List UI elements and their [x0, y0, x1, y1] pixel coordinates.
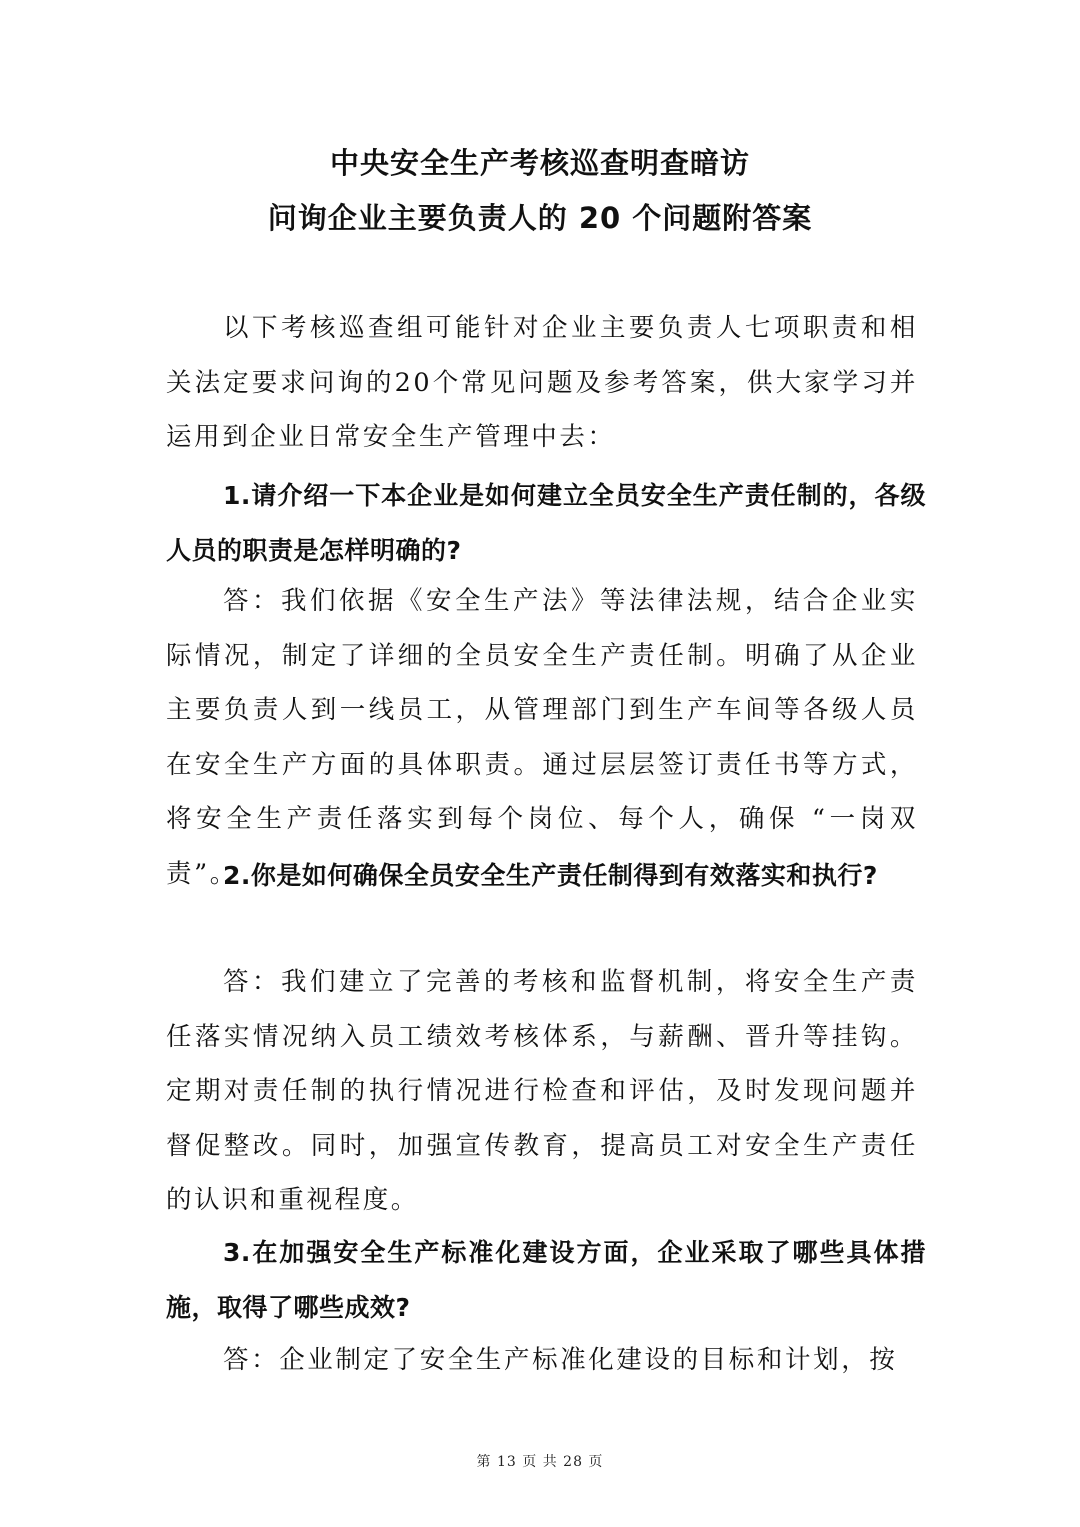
answer-1: 答：我们依据《安全生产法》等法律法规，结合企业实际情况，制定了详细的全员安全生产责任制。明确了从企业主要负责人到一线员工，从管理部门到生产车间等各级人员在安全生产方面的具体职责。通过层层签订责任书等方式，将安全生产责任落实到每个岗位、每个人，确保 “一岗双责”。 [166, 586, 918, 889]
answer-2: 答：我们建立了完善的考核和监督机制，将安全生产责任落实情况纳入员工绩效考核体系，与薪酬、晋升等挂钩。定期对责任制的执行情况进行检查和评估，及时发现问题并督促整改。同时，加强宣传教育，提高员工对安全生产责任的认识和重视程度。 [166, 967, 918, 1216]
answer-3: 答：企业制定了安全生产标准化建设的目标和计划，按 [223, 1345, 898, 1375]
document-title-line-2: 问询企业主要负责人的 20 个问题附答案 [267, 201, 813, 235]
question-3: 3.在加强安全生产标准化建设方面，企业采取了哪些具体措施，取得了哪些成效? [166, 1238, 926, 1322]
question-1: 1.请介绍一下本企业是如何建立全员安全生产责任制的，各级人员的职责是怎样明确的? [166, 481, 926, 565]
intro-paragraph: 以下考核巡查组可能针对企业主要负责人七项职责和相关法定要求问询的20个常见问题及参考答案，供大家学习并运用到企业日常安全生产管理中去： [166, 313, 918, 453]
document-title-line-1: 中央安全生产考核巡查明查暗访 [329, 146, 750, 180]
page-footer: 第 13 页 共 28 页 [476, 1454, 604, 1470]
question-2: 2.你是如何确保全员安全生产责任制得到有效落实和执行? [223, 861, 878, 890]
